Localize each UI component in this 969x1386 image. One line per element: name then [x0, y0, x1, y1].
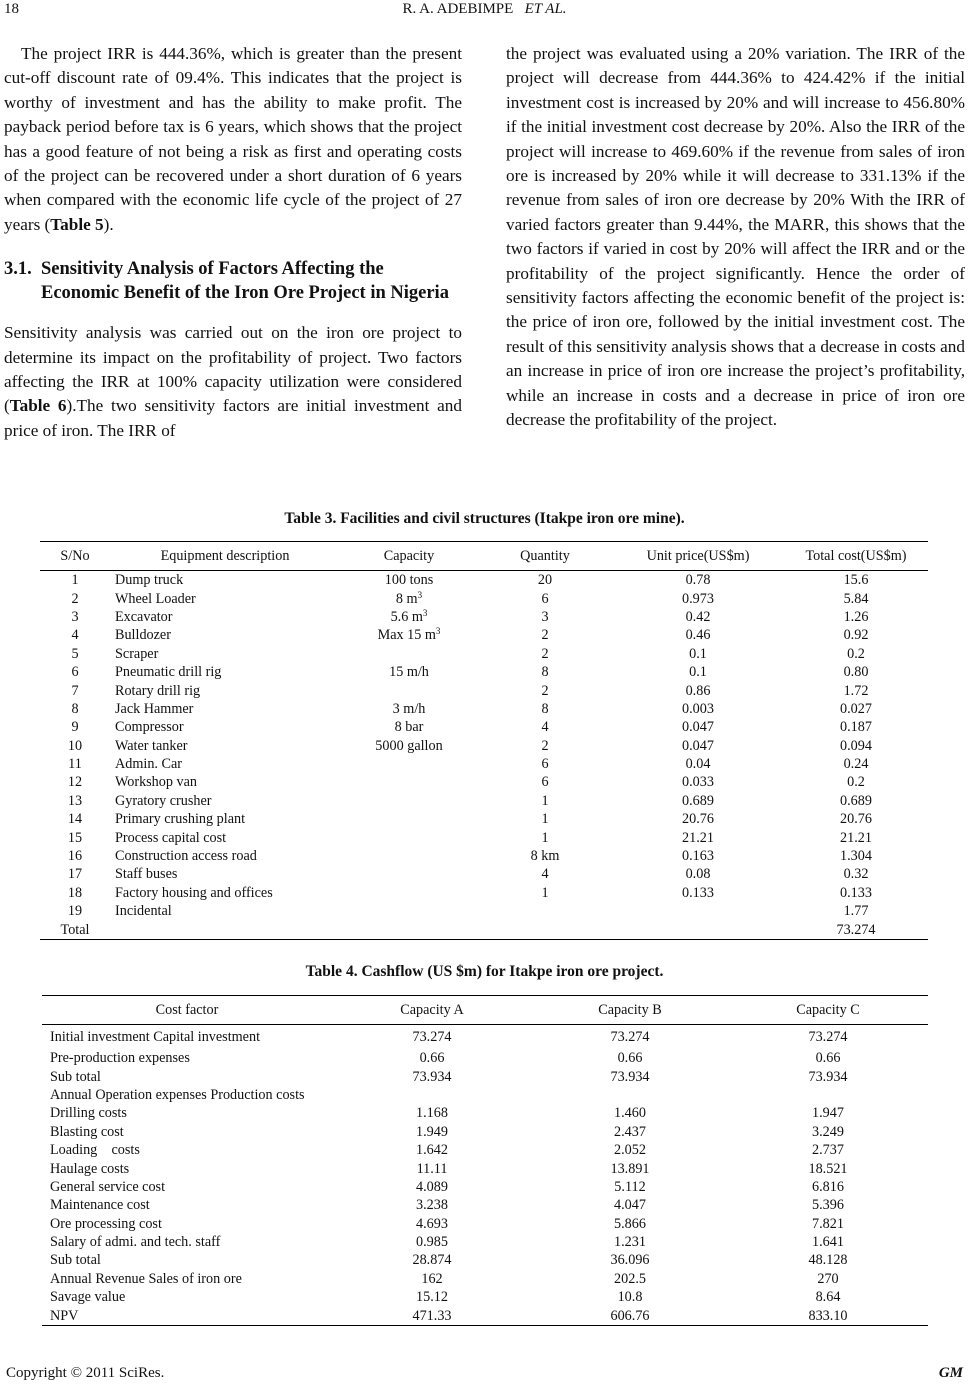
cell-sno: 16	[67, 848, 83, 865]
table-row	[40, 773, 928, 791]
cell-description: Incidental	[115, 903, 172, 920]
cell-unit-price: 0.133	[682, 884, 714, 901]
cell-total-value: 73.274	[784, 920, 928, 939]
right-column	[506, 42, 965, 433]
cell-capacity	[340, 792, 478, 810]
cell-capacity-a: 4.089	[416, 1178, 448, 1195]
cell-sno: 18	[67, 884, 83, 901]
capacity-value: 8 bar	[394, 719, 424, 736]
cell-sno: 6	[71, 664, 79, 681]
cell-capacity-a: 73.274	[412, 1029, 452, 1045]
cell-sno: 13	[67, 792, 83, 809]
cell-total-cost: 0.2	[847, 774, 865, 791]
page-number: 18	[4, 1, 19, 17]
cell-capacity-c: 1.947	[812, 1105, 844, 1122]
cell-total-cost: 0.2	[847, 645, 865, 662]
irr-paragraph-end: ).	[103, 214, 114, 234]
cell-quantity: 6	[541, 590, 549, 607]
cell-description: Factory housing and offices	[115, 884, 273, 901]
et-al: ET AL.	[524, 1, 567, 17]
cell-empty	[612, 920, 784, 939]
table-row	[40, 700, 928, 718]
capacity-value: 5000 gallon	[375, 737, 443, 754]
cell-total-cost: 0.133	[840, 884, 872, 901]
col-header-capacity-c: Capacity C	[728, 996, 928, 1025]
table-row	[42, 1104, 928, 1122]
cell-capacity-b: 73.934	[610, 1068, 650, 1085]
col-header-cost-factor: Cost factor	[42, 996, 332, 1025]
col-header-total-cost: Total cost(US$m)	[784, 542, 928, 571]
cell-sno: 1	[71, 572, 79, 589]
cell-capacity-a: 471.33	[332, 1306, 532, 1325]
table-row	[42, 1270, 928, 1288]
cell-quantity: 4	[541, 719, 549, 736]
cell-quantity: 2	[541, 627, 549, 644]
table-row	[40, 737, 928, 755]
cell-capacity	[340, 571, 478, 590]
capacity-value: 5.6 m	[390, 608, 423, 625]
cell-total-cost: 0.92	[843, 627, 869, 644]
cell-unit-price: 0.033	[682, 774, 714, 791]
cell-capacity-a: 3.238	[416, 1197, 448, 1214]
cell-cost-factor: Sub total	[50, 1068, 101, 1085]
cell-description: Process capital cost	[115, 829, 227, 846]
cell-capacity-c	[728, 1086, 928, 1104]
left-column	[4, 42, 462, 443]
cell-quantity: 8	[541, 664, 549, 681]
cell-cost-factor: General service cost	[50, 1178, 166, 1195]
cell-description: Primary crushing plant	[115, 811, 246, 828]
cell-capacity-a: 162	[421, 1270, 443, 1287]
cell-capacity-a: 11.11	[416, 1160, 448, 1177]
facilities-table-body	[40, 571, 928, 940]
table-row	[42, 1306, 928, 1325]
cell-capacity-b: 202.5	[614, 1270, 646, 1287]
cell-capacity	[340, 755, 478, 773]
cell-quantity: 1	[541, 829, 549, 846]
cell-capacity-c: 73.934	[808, 1068, 848, 1085]
table-row	[42, 1025, 928, 1050]
table5-reference[interactable]: Table 5	[50, 214, 104, 234]
table6-reference[interactable]: Table 6	[9, 396, 67, 416]
table-total-row	[40, 920, 928, 939]
cell-capacity-a: 28.874	[412, 1252, 452, 1269]
cell-capacity-a: 1.642	[416, 1142, 448, 1159]
section-number: 3.1.	[4, 259, 32, 280]
cell-cost-factor: Blasting cost	[50, 1123, 124, 1140]
cell-description: Construction access road	[115, 848, 257, 865]
cell-cost-factor: Initial investment Capital investment	[50, 1029, 261, 1045]
unit-exponent: 3	[422, 607, 428, 618]
cell-cost-factor: Haulage costs	[50, 1160, 130, 1177]
capacity-value: 15 m/h	[389, 664, 429, 681]
cell-total-cost: 0.187	[840, 719, 872, 736]
cell-total-cost: 1.72	[843, 682, 869, 699]
cell-capacity-c: 8.64	[815, 1289, 841, 1306]
col-header-capacity-b: Capacity B	[532, 996, 728, 1025]
cell-capacity-b: 1.231	[614, 1234, 646, 1251]
cell-capacity-c: 3.249	[812, 1123, 844, 1140]
irr-paragraph-text: The project IRR is 444.36%, which is greater than the present cut-off discount rate of 09.4%. This indicates that the project is worthy of investment and has the ability to make profit. The payback period before tax is 6 years, which shows that the project has a good feature of not being a risk as first and operating costs of the project can be recovered under a short duration of 6 years when compared with the economic life cycle of the project of 27 years (	[4, 44, 462, 234]
journal-abbreviation: GM	[938, 1365, 963, 1381]
table-row	[40, 847, 928, 865]
cell-capacity-c: 270	[817, 1270, 839, 1287]
cell-capacity-b: 13.891	[610, 1160, 650, 1177]
cell-unit-price: 0.689	[682, 792, 714, 809]
cell-total-cost: 5.84	[843, 590, 869, 607]
cell-description: Dump truck	[115, 572, 184, 589]
cell-capacity-b: 1.460	[614, 1105, 646, 1122]
cell-sno: 4	[71, 627, 79, 644]
table-row	[42, 1141, 928, 1159]
cell-sno: 5	[71, 645, 79, 662]
running-header	[0, 0, 969, 26]
table-row	[40, 589, 928, 607]
cell-sno: 14	[67, 811, 83, 828]
table-row	[40, 663, 928, 681]
col-header-sno: S/No	[40, 542, 110, 571]
cell-capacity-b: 10.8	[617, 1289, 643, 1306]
cell-capacity-b: 4.047	[614, 1197, 646, 1214]
cell-description: Pneumatic drill rig	[115, 664, 222, 681]
table-row	[40, 571, 928, 590]
cell-description: Jack Hammer	[115, 700, 194, 717]
cell-cost-factor: Annual Revenue Sales of iron ore	[50, 1270, 242, 1287]
section-title: Sensitivity Analysis of Factors Affecting the Economic Benefit of the Iron Ore Project in Nigeria	[41, 259, 449, 304]
cell-unit-price: 0.003	[682, 700, 714, 717]
cell-unit-price: 0.1	[689, 664, 707, 681]
cell-sno: 19	[67, 903, 83, 920]
cell-cost-factor: Ore processing cost	[50, 1215, 162, 1232]
cell-description: Workshop van	[115, 774, 197, 791]
table-row	[40, 755, 928, 773]
cell-description: Water tanker	[115, 737, 188, 754]
cell-unit-price	[612, 902, 784, 920]
cell-description: Admin. Car	[115, 756, 182, 773]
col-header-description: Equipment description	[110, 542, 340, 571]
cell-capacity-a: 1.168	[416, 1105, 448, 1122]
cell-description: Gyratory crusher	[115, 792, 212, 809]
cell-capacity	[340, 626, 478, 644]
cell-capacity-c: 6.816	[812, 1178, 844, 1195]
cell-quantity: 3	[541, 608, 549, 625]
cell-cost-factor: Loading costs	[50, 1142, 140, 1159]
cell-cost-factor: Drilling costs	[50, 1105, 127, 1122]
cell-quantity: 20	[537, 572, 553, 589]
table-row	[42, 1196, 928, 1214]
cell-capacity	[340, 865, 478, 883]
table-row	[42, 1067, 928, 1085]
cell-capacity-c: 833.10	[728, 1306, 928, 1325]
table-row	[42, 1178, 928, 1196]
table-row	[40, 645, 928, 663]
table-row	[40, 681, 928, 699]
cell-cost-factor: Maintenance cost	[50, 1197, 150, 1214]
cell-capacity-b: 36.096	[610, 1252, 650, 1269]
cell-capacity-c: 5.396	[812, 1197, 844, 1214]
cell-description: Compressor	[115, 719, 184, 736]
table-row	[40, 810, 928, 828]
capacity-value: 8 m	[395, 590, 418, 607]
sensitivity-paragraph-end: ).The two sensitivity factors are initial investment and price of iron. The IRR of	[4, 396, 462, 440]
cell-description: Bulldozer	[115, 627, 171, 644]
col-header-unit-price: Unit price(US$m)	[612, 542, 784, 571]
col-header-capacity: Capacity	[340, 542, 478, 571]
cell-description: Staff buses	[115, 866, 178, 883]
cell-capacity	[340, 902, 478, 920]
cell-description: Wheel Loader	[115, 590, 196, 607]
cell-unit-price: 0.1	[689, 645, 707, 662]
cell-quantity: 4	[541, 866, 549, 883]
col-header-capacity-a: Capacity A	[332, 996, 532, 1025]
cell-quantity: 2	[541, 737, 549, 754]
cell-capacity-a: 0.985	[416, 1234, 448, 1251]
cell-unit-price: 20.76	[682, 811, 714, 828]
capacity-value: Max 15 m	[377, 627, 436, 644]
capacity-value: 100 tons	[384, 572, 434, 589]
table-header-row	[40, 542, 928, 571]
cell-unit-price: 0.46	[685, 627, 711, 644]
cell-capacity	[340, 884, 478, 902]
cell-capacity	[340, 700, 478, 718]
table3-caption: Table 3. Facilities and civil structures (Itakpe iron ore mine).	[284, 510, 685, 527]
cell-cost-factor: Savage value	[50, 1289, 126, 1306]
table-row	[42, 1233, 928, 1251]
cell-unit-price: 21.21	[682, 829, 714, 846]
cell-capacity-a: 73.934	[412, 1068, 452, 1085]
cell-total-cost: 1.304	[840, 848, 872, 865]
table-row	[40, 626, 928, 644]
cell-unit-price: 0.42	[685, 608, 711, 625]
cell-total-cost: 0.24	[843, 756, 869, 773]
cell-capacity	[340, 828, 478, 846]
copyright-notice: Copyright © 2011 SciRes.	[6, 1365, 165, 1381]
cell-description: Scraper	[115, 645, 159, 662]
cell-cost-factor: NPV	[42, 1306, 332, 1325]
cell-cost-factor: Sub total	[50, 1252, 101, 1269]
cell-capacity	[340, 847, 478, 865]
capacity-value: 3 m/h	[392, 700, 426, 717]
cell-unit-price: 0.047	[682, 719, 714, 736]
cell-capacity-c: 73.274	[808, 1029, 848, 1045]
table-row	[42, 1086, 928, 1104]
cell-quantity: 1	[541, 792, 549, 809]
cell-sno: 10	[67, 737, 83, 754]
sensitivity-paragraph	[4, 321, 462, 443]
cell-total-cost: 0.32	[843, 866, 869, 883]
unit-exponent: 3	[435, 626, 441, 637]
cell-sno: 7	[71, 682, 79, 699]
cell-sno: 17	[67, 866, 83, 883]
cell-capacity-a	[332, 1086, 532, 1104]
table-row	[40, 865, 928, 883]
section-heading	[4, 257, 462, 305]
cell-total-cost: 1.77	[843, 903, 869, 920]
table-row	[42, 1215, 928, 1233]
cell-description: Rotary drill rig	[115, 682, 201, 699]
cell-unit-price: 0.04	[685, 756, 711, 773]
cell-capacity-b: 73.274	[610, 1029, 650, 1045]
cell-total-cost: 0.027	[840, 700, 872, 717]
sensitivity-paragraph-text: Sensitivity analysis was carried out on the iron ore project to determine its impact on the profitability of project. Two factors affecting the IRR at 100% capacity utilization were considered (	[4, 323, 462, 416]
table-row	[40, 718, 928, 736]
cell-sno: 3	[71, 608, 79, 625]
cell-quantity: 6	[541, 774, 549, 791]
cell-quantity	[478, 902, 612, 920]
cell-capacity-b: 5.112	[614, 1178, 646, 1195]
cell-total-label: Total	[40, 920, 110, 939]
cell-capacity-c: 0.66	[815, 1050, 841, 1067]
cell-total-cost: 20.76	[840, 811, 872, 828]
cell-capacity-b: 5.866	[614, 1215, 646, 1232]
cell-unit-price: 0.78	[685, 572, 711, 589]
cell-quantity: 6	[541, 756, 549, 773]
cell-empty	[478, 920, 612, 939]
cell-cost-factor: Pre-production expenses	[50, 1050, 190, 1067]
running-head-authors	[0, 1, 969, 18]
table-row	[42, 1123, 928, 1141]
col-header-quantity: Quantity	[478, 542, 612, 571]
cell-cost-factor: Salary of admi. and tech. staff	[50, 1234, 221, 1251]
cell-cost-factor: Annual Operation expenses Production costs	[50, 1086, 305, 1103]
table-row	[40, 792, 928, 810]
cell-capacity	[340, 737, 478, 755]
cell-capacity-b: 2.052	[614, 1142, 646, 1159]
table-row	[42, 1049, 928, 1067]
sensitivity-results-paragraph: the project was evaluated using a 20% variation. The IRR of the project will decrease from 444.36% to 424.42% if the initial investment cost is increased by 20% and will increase to 456.80% if the initial investment cost decrease by 20%. Also the IRR of the project will increase to 469.60% if the revenue from sales of iron ore is increased by 20% while it will decrease to 331.13% if the revenue from sales of iron ore decrease by 20% With the IRR of varied factors greater than 9.44%, the MARR, this shows that the two factors if varied in cost by 20% will affect the IRR and or the profitability of the project significantly. Hence the order of sensitivity factors affecting the economic benefit of the project is: the price of iron ore, followed by the initial investment cost. The result of this sensitivity analysis shows that a decrease in costs and an increase in price of iron ore increase the project’s profitability, while an increase in costs and a decrease in price of iron ore decrease the profitability of the project.	[506, 44, 965, 430]
irr-paragraph	[4, 42, 462, 237]
cell-capacity	[340, 645, 478, 663]
cell-quantity: 1	[541, 811, 549, 828]
cell-capacity-a: 1.949	[416, 1123, 448, 1140]
cell-capacity-b: 2.437	[614, 1123, 646, 1140]
cell-capacity	[340, 608, 478, 626]
cell-capacity	[340, 718, 478, 736]
cell-capacity-c: 2.737	[812, 1142, 844, 1159]
table-row	[40, 884, 928, 902]
table-row	[42, 1288, 928, 1306]
cell-quantity: 8 km	[530, 848, 560, 865]
table-row	[40, 828, 928, 846]
cell-quantity: 2	[541, 645, 549, 662]
table-row	[40, 902, 928, 920]
table-row	[42, 1251, 928, 1269]
cell-total-cost: 1.26	[843, 608, 869, 625]
cell-capacity-a: 0.66	[419, 1050, 445, 1067]
cell-total-cost: 0.80	[843, 664, 869, 681]
table4-caption: Table 4. Cashflow (US $m) for Itakpe iron ore project.	[305, 963, 664, 980]
cell-capacity	[340, 810, 478, 828]
cell-total-cost: 15.6	[843, 572, 869, 589]
cell-sno: 8	[71, 700, 79, 717]
cell-unit-price: 0.973	[682, 590, 714, 607]
table-row	[42, 1159, 928, 1177]
cell-total-cost: 0.094	[840, 737, 872, 754]
cell-quantity: 2	[541, 682, 549, 699]
cell-description: Excavator	[115, 608, 173, 625]
table-row	[40, 608, 928, 626]
cell-quantity: 1	[541, 884, 549, 901]
cell-capacity	[340, 589, 478, 607]
cell-unit-price: 0.86	[685, 682, 711, 699]
cell-capacity-a: 15.12	[416, 1289, 448, 1306]
cell-sno: 15	[67, 829, 83, 846]
cashflow-table	[42, 995, 928, 1326]
cell-capacity-b	[532, 1086, 728, 1104]
author-name: R. A. ADEBIMPE	[402, 1, 514, 17]
cell-unit-price: 0.047	[682, 737, 714, 754]
cell-capacity-c: 18.521	[808, 1160, 848, 1177]
cell-capacity-c: 1.641	[812, 1234, 844, 1251]
facilities-table	[40, 541, 928, 940]
cell-total-cost: 21.21	[840, 829, 872, 846]
cell-capacity-c: 7.821	[812, 1215, 844, 1232]
cell-capacity-c: 48.128	[808, 1252, 848, 1269]
cell-empty	[340, 920, 478, 939]
cell-unit-price: 0.163	[682, 848, 714, 865]
cell-unit-price: 0.08	[685, 866, 711, 883]
cell-capacity	[340, 681, 478, 699]
cell-capacity	[340, 773, 478, 791]
cell-quantity: 8	[541, 700, 549, 717]
cell-sno: 9	[71, 719, 79, 736]
cell-capacity-b: 606.76	[532, 1306, 728, 1325]
cell-sno: 12	[67, 774, 83, 791]
cell-sno: 2	[71, 590, 79, 607]
unit-exponent: 3	[417, 589, 423, 600]
cell-sno: 11	[68, 756, 82, 773]
cell-capacity	[340, 663, 478, 681]
cell-capacity-a: 4.693	[416, 1215, 448, 1232]
cell-empty	[110, 920, 340, 939]
cell-total-cost: 0.689	[840, 792, 872, 809]
table-header-row	[42, 996, 928, 1025]
cashflow-table-body	[42, 1025, 928, 1326]
cell-capacity-b: 0.66	[617, 1050, 643, 1067]
